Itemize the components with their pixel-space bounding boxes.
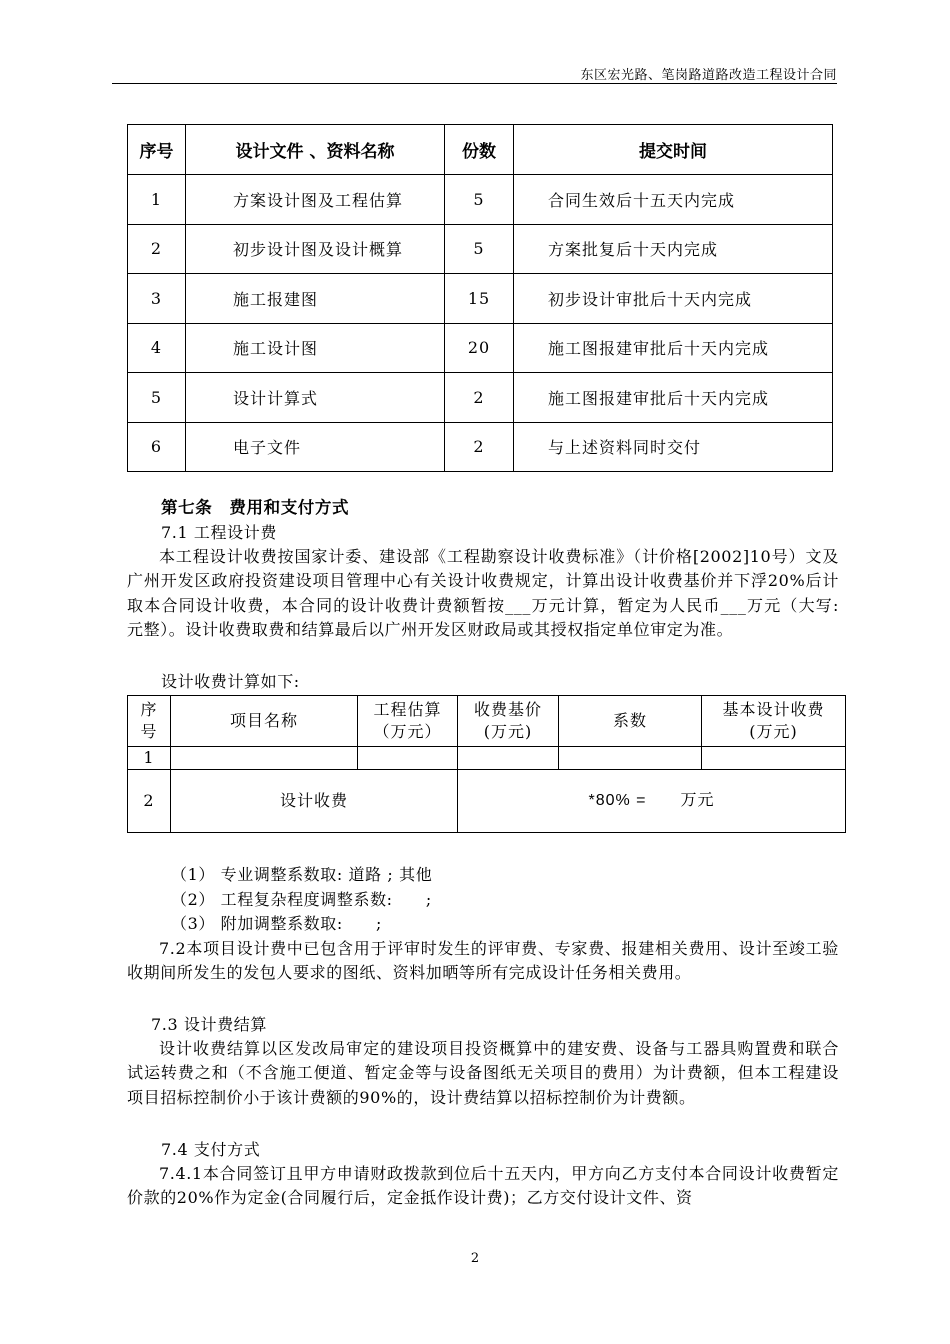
- cell-copies: 2: [445, 422, 514, 472]
- page-number: 2: [470, 1251, 480, 1266]
- cell-no: 4: [128, 323, 186, 373]
- article-heading: 第七条 费用和支付方式: [161, 498, 350, 517]
- cell-no: 2: [128, 224, 186, 274]
- col-header-coefficient: 系数: [559, 696, 702, 747]
- deliverables-table: [127, 124, 833, 472]
- coefficient-item: （2） 工程复杂程度调整系数: ;: [171, 890, 432, 909]
- cell-empty: [458, 747, 559, 770]
- table-row: [128, 422, 833, 472]
- cell-time: 合同生效后十五天内完成: [514, 175, 833, 225]
- section-7-3-text: 设计收费结算以区发改局审定的建设项目投资概算中的建安费、设备与工器具购置费和联合试运转费之和（不含施工便道、暂定金等与设备图纸无关项目的费用）为计费额，但本工程建设项目招标控制价小于该计费额的90%的，设计费结算以招标控制价为计费额。: [127, 1039, 839, 1107]
- cell-time: 与上述资料同时交付: [514, 422, 833, 472]
- cell-design-fee: 设计收费: [171, 770, 458, 833]
- section-7-1-text: 本工程设计收费按国家计委、建设部《工程勘察设计收费标准》（计价格[2002]10号）文及广州开发区政府投资建设项目管理中心有关设计收费规定，计算出设计收费基价并下浮20%后计取本合同设计收费，本合同的设计收费计费额暂按___万元计算，暂定为人民币___万元（大写: 元整）。设计收费取费和结算最后以广州开发区财政局或其授权指定单位审定为准。: [127, 547, 873, 639]
- col-header-name: 设计文件 、资料名称: [186, 125, 445, 175]
- coefficient-item: （3） 附加调整系数取: ;: [171, 914, 383, 933]
- cell-name: 初步设计图及设计概算: [186, 224, 445, 274]
- col-header-time: 提交时间: [514, 125, 833, 175]
- table-row: [128, 747, 846, 770]
- cell-copies: 15: [445, 274, 514, 324]
- cell-fee-formula: *80% = 万元: [458, 770, 846, 833]
- cell-no: 3: [128, 274, 186, 324]
- cell-name: 施工报建图: [186, 274, 445, 324]
- section-7-4-1-text: 7.4.1本合同签订且甲方申请财政拨款到位后十五天内，甲方向乙方支付本合同设计收费暂定价款的20%作为定金(合同履行后，定金抵作设计费)；乙方交付设计文件、资: [127, 1164, 839, 1208]
- table-row: [128, 373, 833, 423]
- cell-name: 方案设计图及工程估算: [186, 175, 445, 225]
- header-rule: [112, 83, 837, 84]
- cell-empty: [559, 747, 702, 770]
- cell-name: 设计计算式: [186, 373, 445, 423]
- cell-no: 1: [128, 747, 171, 770]
- col-header-no: 序号: [128, 125, 186, 175]
- fee-header-row: [128, 696, 846, 747]
- running-header: 东区宏光路、笔岗路道路改造工程设计合同: [580, 68, 837, 83]
- cell-time: 施工图报建审批后十天内完成: [514, 373, 833, 423]
- deliverables-header-row: [128, 125, 833, 175]
- cell-time: 方案批复后十天内完成: [514, 224, 833, 274]
- table-row: [128, 274, 833, 324]
- calc-intro: 设计收费计算如下:: [161, 672, 300, 691]
- section-7-2-text: 7.2本项目设计费中已包含用于评审时发生的评审费、专家费、报建相关费用、设计至竣工验收期间所发生的发包人要求的图纸、资料加晒等所有完成设计任务相关费用。: [127, 939, 839, 983]
- cell-name: 施工设计图: [186, 323, 445, 373]
- section-7-1-title: 7.1 工程设计费: [161, 523, 277, 542]
- table-row: [128, 175, 833, 225]
- cell-copies: 2: [445, 373, 514, 423]
- cell-empty: [171, 747, 358, 770]
- table-row: [128, 323, 833, 373]
- cell-no: 5: [128, 373, 186, 423]
- col-header-basic-fee: 基本设计收费 (万元): [702, 696, 846, 747]
- col-header-no: 序 号: [128, 696, 171, 747]
- col-header-project-name: 项目名称: [171, 696, 358, 747]
- cell-empty: [358, 747, 458, 770]
- cell-no: 2: [128, 770, 171, 833]
- table-row: [128, 224, 833, 274]
- coefficient-item: （1） 专业调整系数取: 道路 ; 其他: [171, 865, 433, 884]
- fee-calc-table: [127, 695, 846, 833]
- cell-time: 初步设计审批后十天内完成: [514, 274, 833, 324]
- cell-no: 1: [128, 175, 186, 225]
- col-header-copies: 份数: [445, 125, 514, 175]
- table-row: [128, 770, 846, 833]
- cell-no: 6: [128, 422, 186, 472]
- section-7-3-title: 7.3 设计费结算: [151, 1015, 267, 1034]
- col-header-estimate: 工程估算 （万元）: [358, 696, 458, 747]
- cell-name: 电子文件: [186, 422, 445, 472]
- cell-copies: 5: [445, 224, 514, 274]
- cell-time: 施工图报建审批后十天内完成: [514, 323, 833, 373]
- col-header-base-price: 收费基价 (万元): [458, 696, 559, 747]
- section-7-4-title: 7.4 支付方式: [161, 1140, 261, 1159]
- cell-copies: 20: [445, 323, 514, 373]
- cell-copies: 5: [445, 175, 514, 225]
- cell-empty: [702, 747, 846, 770]
